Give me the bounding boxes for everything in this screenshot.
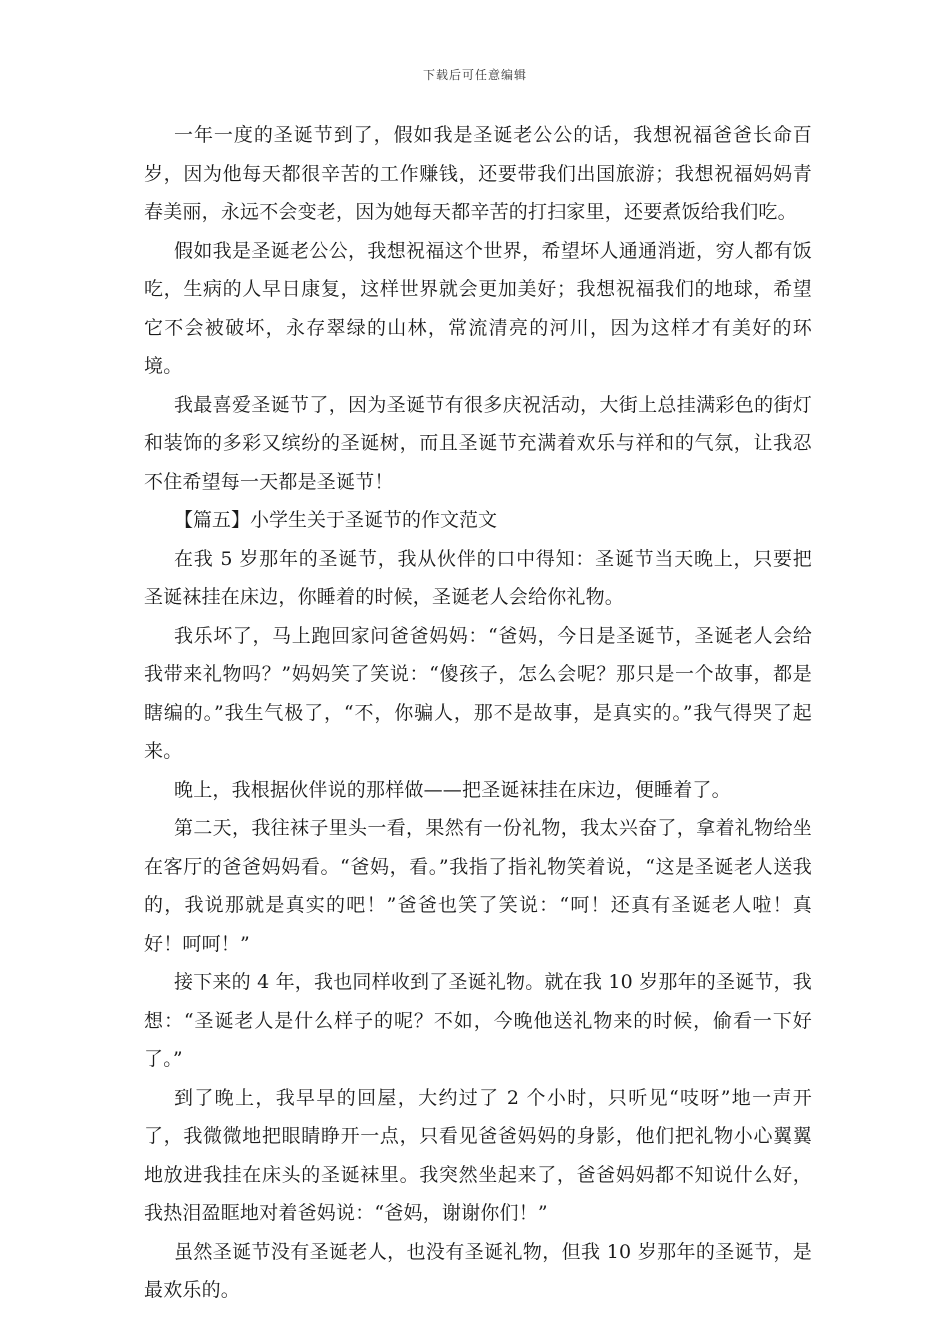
- paragraph: 接下来的 4 年，我也同样收到了圣诞礼物。就在我 10 岁那年的圣诞节，我想：“圣诞老人是什么样子的呢？不如，今晚他送礼物来的时候，偷看一下好了。”: [144, 971, 812, 1070]
- paragraph: 在我 5 岁那年的圣诞节，我从伙伴的口中得知：圣诞节当天晚上，只要把圣诞袜挂在床边，你睡着的时候，圣诞老人会给你礼物。: [144, 547, 812, 608]
- page-header: 下载后可任意编辑: [422, 68, 527, 82]
- paragraph: 一年一度的圣诞节到了，假如我是圣诞老公公的话，我想祝福爸爸长命百岁，因为他每天都很辛苦的工作赚钱，还要带我们出国旅游；我想祝福妈妈青春美丽，永远不会变老，因为她每天都辛苦的打扫家里，还要煮饭给我们吃。: [144, 124, 812, 223]
- section-title: 【篇五】小学生关于圣诞节的作文范文: [174, 509, 498, 531]
- document-body: [144, 116, 812, 1310]
- paragraph: 虽然圣诞节没有圣诞老人，也没有圣诞礼物，但我 10 岁那年的圣诞节，是最欢乐的。: [144, 1240, 812, 1301]
- paragraph: 我乐坏了，马上跑回家问爸爸妈妈：“爸妈，今日是圣诞节，圣诞老人会给我带来礼物吗？”妈妈笑了笑说：“傻孩子，怎么会呢？那只是一个故事，都是瞎编的。”我生气极了，“不，你骗人，那不是故事，是真实的。”我气得哭了起来。: [144, 624, 812, 762]
- paragraph: 到了晚上，我早早的回屋，大约过了 2 个小时，只听见“吱呀”地一声开了，我微微地把眼睛睁开一点，只看见爸爸妈妈的身影，他们把礼物小心翼翼地放进我挂在床头的圣诞袜里。我突然坐起来了，爸爸妈妈都不知说什么好，我热泪盈眶地对着爸妈说：“爸妈，谢谢你们！”: [144, 1086, 812, 1224]
- paragraph: 我最喜爱圣诞节了，因为圣诞节有很多庆祝活动，大街上总挂满彩色的街灯和装饰的多彩又缤纷的圣诞树，而且圣诞节充满着欢乐与祥和的气氛，让我忍不住希望每一天都是圣诞节！: [144, 393, 812, 493]
- paragraph: 第二天，我往袜子里头一看，果然有一份礼物，我太兴奋了，拿着礼物给坐在客厅的爸爸妈妈看。“爸妈，看。”我指了指礼物笑着说，“这是圣诞老人送我的，我说那就是真实的吧！”爸爸也笑了笑说：“呵！还真有圣诞老人啦！真好！呵呵！”: [144, 817, 812, 955]
- paragraph: 晚上，我根据伙伴说的那样做——把圣诞袜挂在床边，便睡着了。: [174, 778, 731, 801]
- paragraph: 假如我是圣诞老公公，我想祝福这个世界，希望坏人通通消逝，穷人都有饭吃，生病的人早日康复，这样世界就会更加美好；我想祝福我们的地球，希望它不会被破坏，永存翠绿的山林，常流清亮的河川，因为这样才有美好的环境。: [144, 239, 812, 377]
